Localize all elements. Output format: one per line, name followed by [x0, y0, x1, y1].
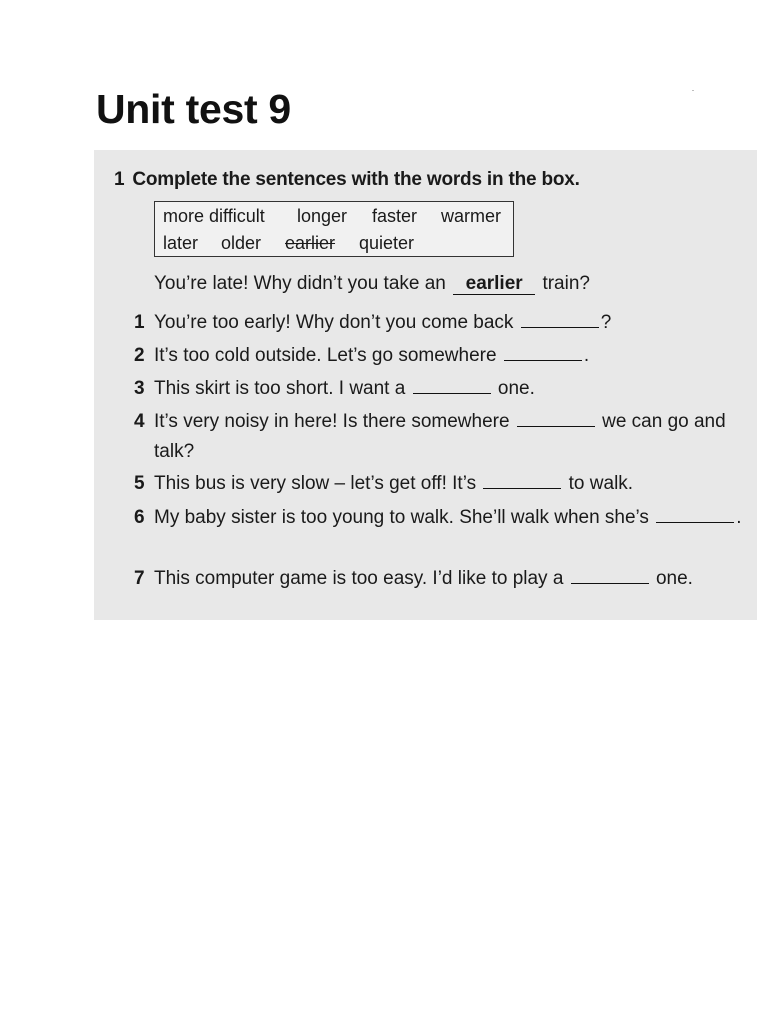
page-title: Unit test 9	[96, 86, 291, 132]
question-number: 1	[134, 312, 145, 333]
answer-blank[interactable]	[504, 346, 582, 361]
question-text-after: .	[736, 507, 742, 528]
example-sentence	[154, 273, 590, 295]
question-number: 4	[134, 411, 145, 432]
exercise-heading	[114, 169, 580, 191]
question-text: It’s very noisy in here! Is there somewhere	[154, 411, 510, 432]
example-text-after: train?	[542, 273, 590, 294]
question-text-after: one.	[497, 378, 535, 399]
answer-blank[interactable]	[521, 313, 599, 328]
exercise-panel	[94, 150, 757, 620]
word-box-item-used: earlier	[285, 233, 336, 253]
answer-blank[interactable]	[483, 474, 561, 489]
question-number: 6	[134, 507, 145, 528]
question-text: It’s too cold outside. Let’s go somewhere	[154, 345, 497, 366]
exercise-number: 1	[114, 169, 125, 190]
question-text: This skirt is too short. I want a	[154, 378, 406, 399]
answer-blank[interactable]	[413, 379, 491, 394]
question-text: This computer game is too easy. I’d like to play a	[154, 568, 564, 589]
question-text: This bus is very slow – let’s get off! It’s	[154, 473, 477, 494]
question-text: My baby sister is too young to walk. She’ll walk when she’s	[154, 507, 649, 528]
answer-blank[interactable]	[571, 569, 649, 584]
word-box-item: more difficult	[163, 206, 265, 226]
question-item	[134, 407, 754, 467]
corner-mark: -	[692, 88, 694, 94]
example-answer: earlier	[453, 274, 535, 295]
question-number: 5	[134, 473, 145, 494]
question-number: 2	[134, 345, 145, 366]
question-text: You’re too early! Why don’t you come back	[154, 312, 514, 333]
question-item	[134, 308, 754, 338]
word-box	[154, 201, 514, 257]
example-text-before: You’re late! Why didn’t you take an	[154, 273, 446, 294]
question-number: 3	[134, 378, 145, 399]
answer-blank[interactable]	[656, 508, 734, 523]
word-box-item: faster	[372, 206, 418, 226]
question-item	[134, 564, 754, 624]
word-box-item: longer	[297, 206, 348, 226]
question-item	[134, 469, 754, 499]
question-item	[134, 503, 754, 563]
exercise-instruction: Complete the sentences with the words in the box.	[132, 169, 580, 190]
question-text-after: one.	[655, 568, 693, 589]
question-item	[134, 341, 754, 371]
word-box-item: later	[163, 233, 199, 253]
word-box-item: quieter	[359, 233, 415, 253]
question-text-after: we can go and talk?	[154, 411, 726, 462]
question-text-after: .	[583, 345, 590, 366]
question-number: 7	[134, 568, 145, 589]
word-box-item: older	[221, 233, 262, 253]
question-item	[134, 374, 754, 404]
answer-blank[interactable]	[517, 412, 595, 427]
question-text-after: ?	[600, 312, 612, 333]
question-text-after: to walk.	[568, 473, 634, 494]
word-box-item: warmer	[441, 206, 502, 226]
